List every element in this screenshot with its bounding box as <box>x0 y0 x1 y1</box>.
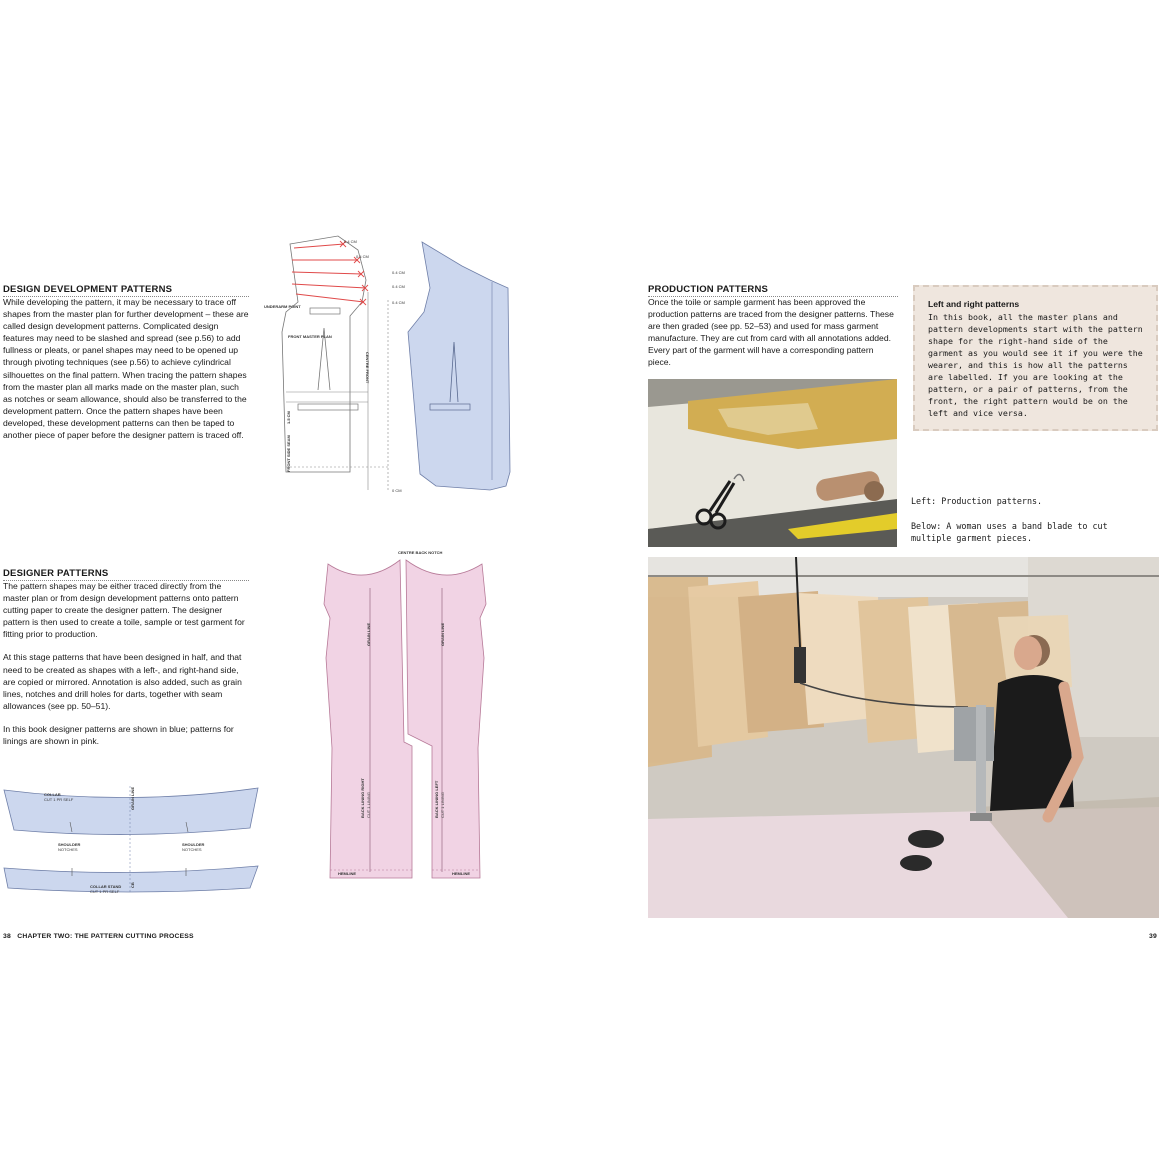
shoulder-label: SHOULDER <box>58 842 81 847</box>
note-box-body: In this book, all the master plans and pattern developments start with the pattern shape for the right-hand side of the garment as you would see it if you were the wearer, and this is how all the patterns are labelled. If you are looking at the pattern, or a pair of patterns, from the front, the right pattern would be on the left and vice versa. <box>928 312 1143 418</box>
designer-heading: DESIGNER PATTERNS <box>3 568 249 581</box>
back-lining-right-label: BACK LINING RIGHT <box>360 778 365 818</box>
note-box <box>913 285 1158 431</box>
measure-label: 1.5 CM <box>286 411 291 424</box>
collar-diagram <box>0 776 262 896</box>
grain-line-label: GRAIN LINE <box>130 786 135 810</box>
caption-below: Below: A woman uses a band blade to cut multiple garment pieces. <box>911 520 1108 543</box>
grain-line-label: GRAIN LINE <box>366 622 371 646</box>
master-plan-outline <box>282 236 366 472</box>
footer-left <box>3 933 194 940</box>
grain-line-label: GRAIN LINE <box>440 622 445 646</box>
centre-front-label: CENTRE FRONT <box>365 352 370 384</box>
production-body: Once the toile or sample garment has been approved the production patterns are traced from the designer patterns. These are then graded (see pp. 52–53) and used for mass garment manufacture. They are cut from card with all annotations added. Every part of the garment will have a corresponding pattern piece. <box>648 297 894 368</box>
collar-cut-label: CUT 1 PR SELF <box>44 797 74 802</box>
back-lining-diagram <box>320 548 490 886</box>
page-number-left: 38 <box>3 933 11 940</box>
back-lining-left-label: BACK LINING LEFT <box>434 780 439 818</box>
design-dev-heading: DESIGN DEVELOPMENT PATTERNS <box>3 284 249 297</box>
centre-back-label: CENTRE BACK NOTCH <box>398 550 443 555</box>
photo-captions <box>911 495 1111 557</box>
measure-label: 0.4 CM <box>344 239 357 244</box>
note-box-title: Left and right patterns <box>928 299 1020 309</box>
design-dev-body: While developing the pattern, it may be necessary to trace off shapes from the master plan for further development – these are called design development patterns. Complicated design features may need to be slashed and spread (see p.56) to add fullness or pleats, or panel shapes may need to be opened up through pivoting techniques (see p.56) to achieve cylindrical silhouettes on the final pattern. When tracing the pattern shapes from the master plan all marks made on the master plan, such as notches or seam allowance, should also be transferred to the development pattern. Once the pattern shapes have been developed, these development patterns can then be taped to another piece of paper before the designer pattern is traced off. <box>3 297 249 441</box>
back-lining-right <box>324 560 412 878</box>
collar-stand-cut-label: CUT 1 PR SELF <box>90 889 120 894</box>
cut-lining-label: CUT 1 LINING <box>440 792 445 818</box>
hemline-label: HEMLINE <box>452 871 470 876</box>
measure-label: 0.4 CM <box>392 300 405 305</box>
measure-label: 0 CM <box>392 488 402 493</box>
cb-label: CB <box>130 882 135 888</box>
blue-front-pattern <box>408 242 510 490</box>
back-lining-left <box>406 560 486 878</box>
measure-label: 0.4 CM <box>392 284 405 289</box>
hemline-label: HEMLINE <box>338 871 356 876</box>
measure-label: 0.4 CM <box>356 254 369 259</box>
side-seam-label: FRONT SIDE SEAM <box>286 435 291 472</box>
notches-label: NOTCHES <box>182 847 202 852</box>
collar-label: COLLAR <box>44 792 61 797</box>
chapter-title: CHAPTER TWO: THE PATTERN CUTTING PROCESS <box>17 933 194 940</box>
underarm-label: UNDERARM POINT <box>264 304 301 309</box>
production-heading: PRODUCTION PATTERNS <box>648 284 898 297</box>
notches-label: NOTCHES <box>58 847 78 852</box>
front-master-label: FRONT MASTER PLAN <box>288 334 332 339</box>
band-blade-photo <box>648 557 1159 918</box>
caption-left: Left: Production patterns. <box>911 496 1043 506</box>
page-number-right: 39 <box>1149 933 1157 940</box>
designer-body: The pattern shapes may be either traced directly from the master plan or from design development patterns onto pattern cutting paper to create the designer pattern. The designer pattern is then used to create a toile, sample or test garment for fitting prior to production. At this stage patterns that have been designed in half, and that need to be created as shapes with a left-, and right-hand side, are copied or mirrored. Annotation is also added, such as grain lines, notches and drill holes for darts, together with seam allowances (see pp. 50–51). In this book designer patterns are shown in blue; patterns for linings are shown in pink. <box>3 581 245 747</box>
cut-lining-label: CUT 1 LINING <box>366 792 371 818</box>
measure-label: 0.4 CM <box>392 270 405 275</box>
shoulder-label: SHOULDER <box>182 842 205 847</box>
front-master-diagram <box>258 232 538 498</box>
collar-stand-label: COLLAR STAND <box>90 884 122 889</box>
production-patterns-photo <box>648 379 897 547</box>
